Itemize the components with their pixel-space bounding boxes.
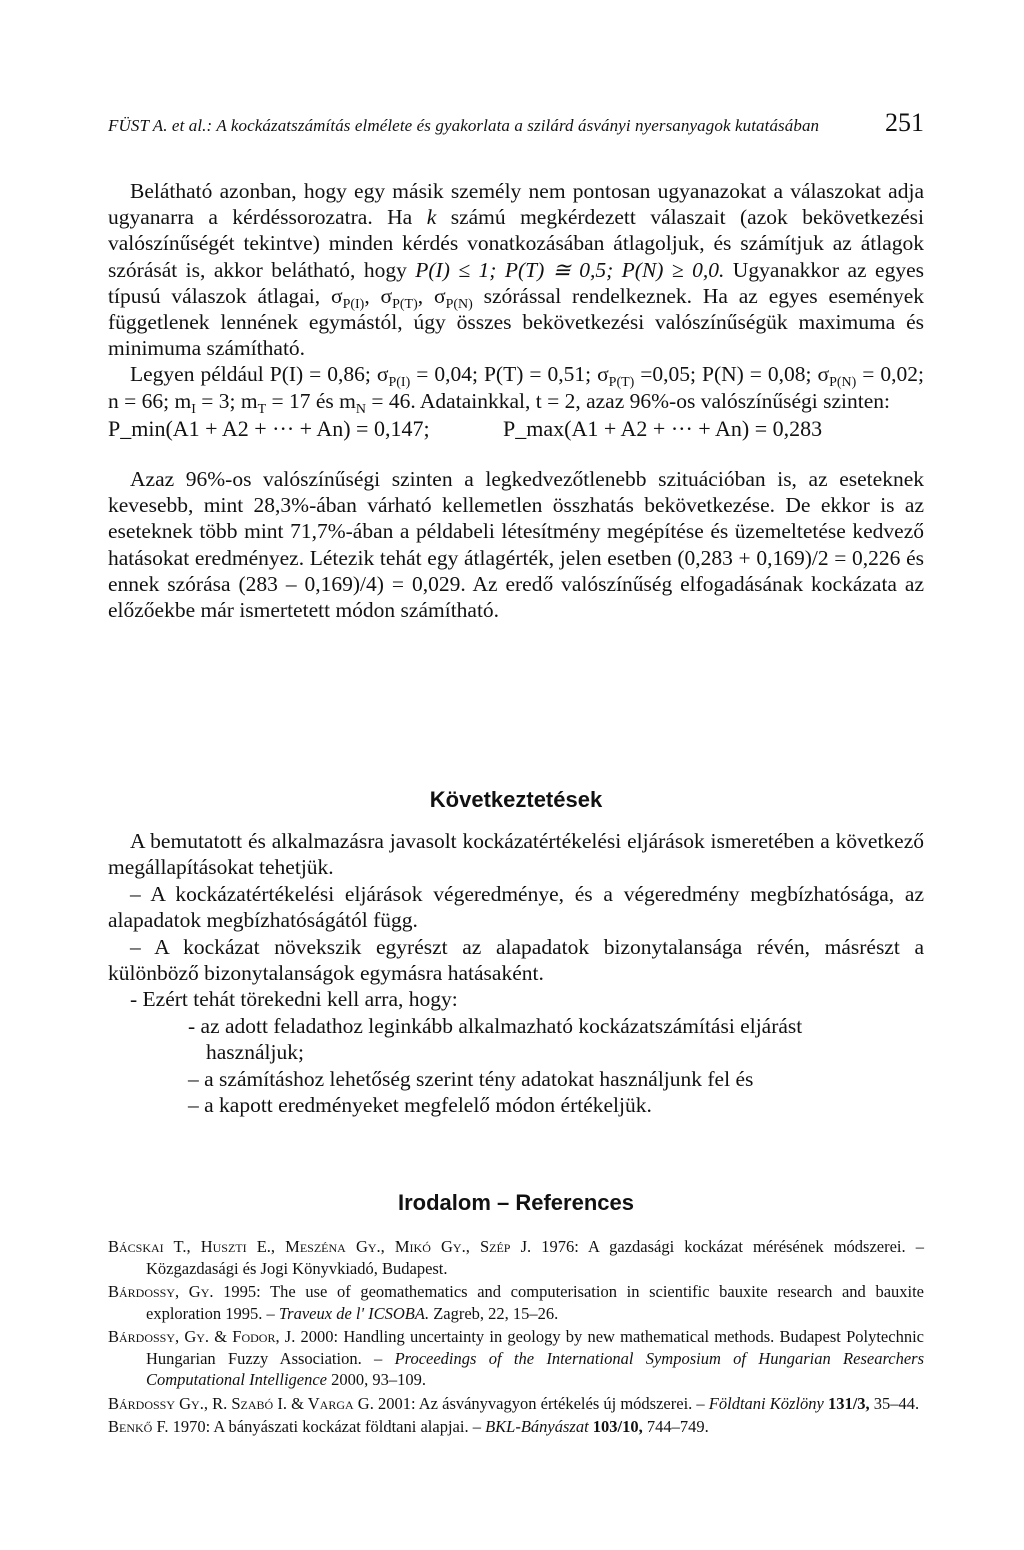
paragraph-3: Azaz 96%-os valószínűségi szinten a legkedvezőtlenebb szituációban is, az eseteknek kevesebb, mint 28,3%-ában várható kellemetlen összhatás bekövetkezése. De ekkor is az eseteknek több mint 71,7%-ában a példabeli létesítmény megépítése és üzemeltetése kedvező hatásokat eredményez. Létezik tehát egy átlagérték, jelen esetben (0,283 + 0,169)/2 = 0,226 és ennek szórása (283 – 0,169)/4) = 0,029. Az eredő valószínűség elfogadásának kockázata az előzőekbe már ismertetett módon számítható. xyxy=(108,467,924,623)
paragraph-1: Belátható azonban, hogy egy másik személy nem pontosan ugyanazokat a válaszokat adja ugyanarra a kérdéssorozatra. Ha k számú megkérdezett válaszait (azok bekövetkezési valószínűségét tekintve) minden kérdés vonatkozásában átlagoljuk, és számítjuk az átlagok szórását is, akkor belátható, hogy P(I) ≤ 1; P(T) ≅ 0,5; P(N) ≥ 0,0. Ugyanakkor az egyes típusú válaszok átlagai, $\sigma_{P(I)}$, $\sigma_{P(T)}$, $\sigma_{P(N)}$ szórással rendelkeznek. Ha az egyes események függetlenek lennének egymástól, úgy összes bekövetkezési valószínűségük maximuma és minimuma számítható. xyxy=(108,179,925,361)
conclusions xyxy=(108,828,924,1118)
formula-min: P_min(A1 + A2 + ··· + An) = 0,147; xyxy=(108,415,430,441)
conclusions-heading: Következtetések xyxy=(429,787,603,812)
body-text xyxy=(108,178,924,623)
conclusions-heading-wrap xyxy=(108,787,924,813)
reference-item: Benkő F. 1970: A bányászati kockázat földtani alapjai. – BKL-Bányászat 103/10, 744–749. xyxy=(108,1417,709,1436)
references-list xyxy=(108,1236,924,1440)
conclusion-item-2: – A kockázat növekszik egyrészt az alapadatok bizonytalansága révén, másrészt a különböző bizonytalanságok egymásra hatásaként. xyxy=(108,934,924,986)
conclusion-item-3: - Ezért tehát törekedni kell arra, hogy: xyxy=(130,987,458,1012)
references-heading-wrap xyxy=(108,1190,924,1216)
reference-item: Bárdossy Gy., R. Szabó I. & Varga G. 2001: Az ásványvagyon értékelés új módszerei. – Földtani Közlöny 131/3, 35–44. xyxy=(108,1393,920,1413)
page-number: 251 xyxy=(885,108,924,137)
references-heading: Irodalom – References xyxy=(398,1190,634,1215)
running-head xyxy=(108,108,924,148)
formula xyxy=(108,416,924,442)
running-head-text: FÜST A. et al.: A kockázatszámítás elmélete és gyakorlata a szilárd ásványi nyersanyagok kutatásában xyxy=(108,116,820,135)
reference-item: Bárdossy, Gy. & Fodor, J. 2000: Handling uncertainty in geology by new mathematical methods. Budapest Polytechnic Hungarian Fuzzy Association. – Proceedings of the International Symposium of Hungarian Researchers Computational Intelligence 2000, 93–109. xyxy=(108,1327,924,1389)
reference-item: Bárdossy, Gy. 1995: The use of geomathematics and computerisation in scientific bauxite research and bauxite exploration 1995. – Traveux de l' ICSOBA. Zagreb, 22, 15–26. xyxy=(108,1282,925,1323)
reference-item: Bácskai T., Huszti E., Meszéna Gy., Mikó Gy., Szép J. 1976: A gazdasági kockázat mérésének módszerei. – Közgazdasági és Jogi Könyvkiadó, Budapest. xyxy=(108,1237,924,1278)
conclusion-subitem-1: - az adott feladathoz leginkább alkalmazható kockázatszámítási eljárást használjuk; xyxy=(188,1013,803,1065)
conclusion-subitem-3: – a kapott eredményeket megfelelő módon értékeljük. xyxy=(188,1093,652,1118)
conclusion-subitem-2: – a számításhoz lehetőség szerint tény adatokat használjunk fel és xyxy=(188,1066,754,1091)
formula-max: P_max(A1 + A2 + ··· + An) = 0,283 xyxy=(503,415,823,441)
conclusion-item-1: – A kockázatértékelési eljárások végeredménye, és a végeredmény megbízhatósága, az alapadatok megbízhatóságától függ. xyxy=(108,881,924,933)
paragraph-2: Legyen például P(I) = 0,86; $\sigma_{P(I)} = 0,04$; P(T) = 0,51; $\sigma_{P(T)} =0,05$; P(N) = 0,08; $\sigma_{P(N)} = 0,02$; n = 66; $m_I = 3$; $m_T = 17$ és $m_N = 46$. Adatainkkal, t = 2, azaz 96%-os valószínűségi szinten: xyxy=(108,362,924,417)
conclusions-intro: A bemutatott és alkalmazásra javasolt kockázatértékelési eljárások ismeretében a következő megállapításokat tehetjük. xyxy=(108,829,924,880)
